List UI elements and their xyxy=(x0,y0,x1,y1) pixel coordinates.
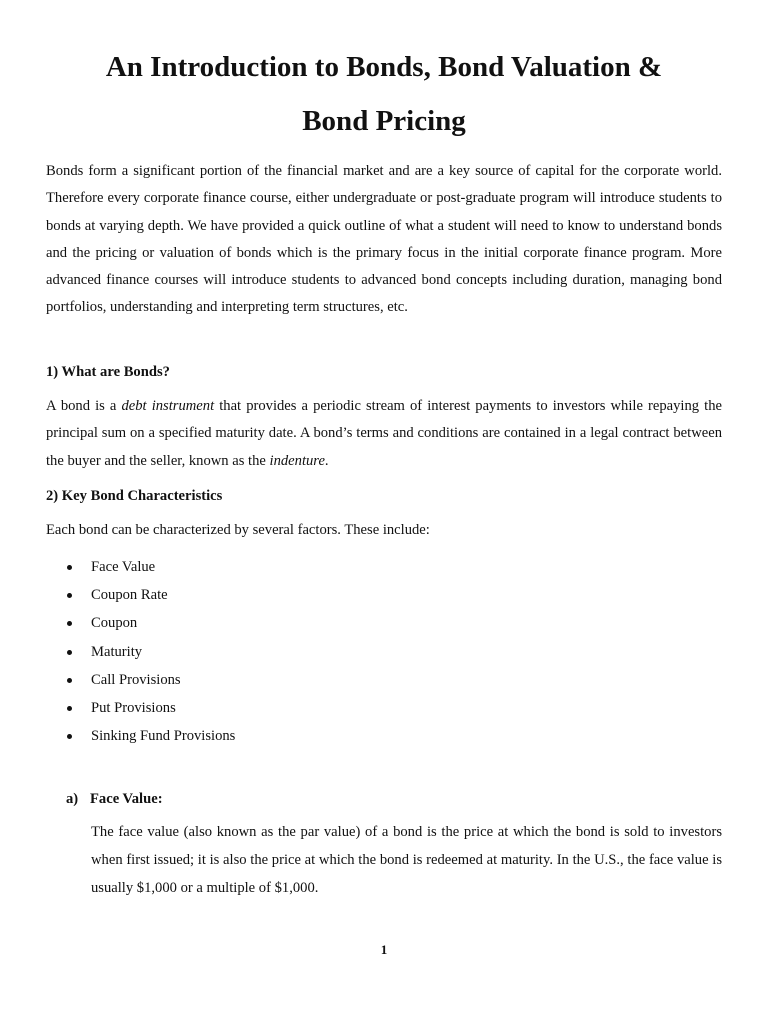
factor-label: Coupon xyxy=(91,615,138,632)
bullet-icon xyxy=(67,565,72,570)
bullet-icon xyxy=(67,706,72,711)
factor-label: Face Value xyxy=(91,559,156,575)
title-line-2: Bond Pricing xyxy=(302,105,466,137)
term-debt-instrument: debt instrument xyxy=(121,398,215,414)
title-line-1: An Introduction to Bonds, Bond Valuation & xyxy=(105,51,663,83)
section-2-heading: 2) Key Bond Characteristics xyxy=(46,488,223,504)
list-item xyxy=(46,694,235,722)
list-item xyxy=(46,581,235,609)
factor-label: Maturity xyxy=(91,643,143,660)
list-item xyxy=(46,553,235,581)
factor-label: Put Provisions xyxy=(91,699,176,716)
term-indenture: indenture xyxy=(269,452,325,469)
section-1-heading: 1) What are Bonds? xyxy=(46,364,170,380)
section-1-paragraph xyxy=(46,393,722,475)
section-1-text-a: A bond is a xyxy=(46,398,122,414)
subsection-a-paragraph: The face value (also known as the par value) of a bond is the price at which the bond is sold to investors when first issued; it is also the price at which the bond is redeemed at maturity. In the U.S., the face value is usually $1,000 or a multiple of $1,000. xyxy=(91,824,722,896)
intro-paragraph: Bonds form a significant portion of the financial market and are a key source of capital for the corporate world. Therefore every corporate finance course, either undergraduate or post-graduate program will introduce students to bonds at varying depth. We have provided a quick outline of what a student will need to know to understand bonds and the pricing or valuation of bonds which is the primary focus in the initial corporate finance program. More advanced finance courses will introduce students to advanced bond concepts including duration, managing bond portfolios, understanding and interpreting term structures, etc. xyxy=(46,163,722,316)
bullet-icon xyxy=(67,678,72,683)
factor-list xyxy=(46,553,235,750)
list-item xyxy=(46,722,235,750)
factor-label: Call Provisions xyxy=(91,671,181,688)
section-1-text-b: that provides a periodic stream of interest payments to investors while repaying the principal sum on a specified maturity date. A bond’s terms and conditions are contained in a legal contract between the buyer and the seller, known as the xyxy=(46,398,722,469)
subsection-a-heading xyxy=(66,789,163,809)
subsection-a-marker: a) xyxy=(66,791,79,807)
bullet-icon xyxy=(67,734,72,739)
bullet-icon xyxy=(67,593,72,598)
subsection-a-title: Face Value: xyxy=(90,791,163,807)
list-item xyxy=(46,609,235,637)
section-2-intro: Each bond can be characterized by several factors. These include: xyxy=(46,522,430,538)
bullet-icon xyxy=(67,621,72,626)
page-number: 1 xyxy=(380,942,388,957)
document-title xyxy=(40,40,728,148)
list-item xyxy=(46,666,235,694)
list-item xyxy=(46,638,235,666)
factor-label: Sinking Fund Provisions xyxy=(91,728,236,745)
bullet-icon xyxy=(67,650,72,655)
factor-label: Coupon Rate xyxy=(91,587,168,604)
section-1-text-c: . xyxy=(324,452,329,469)
